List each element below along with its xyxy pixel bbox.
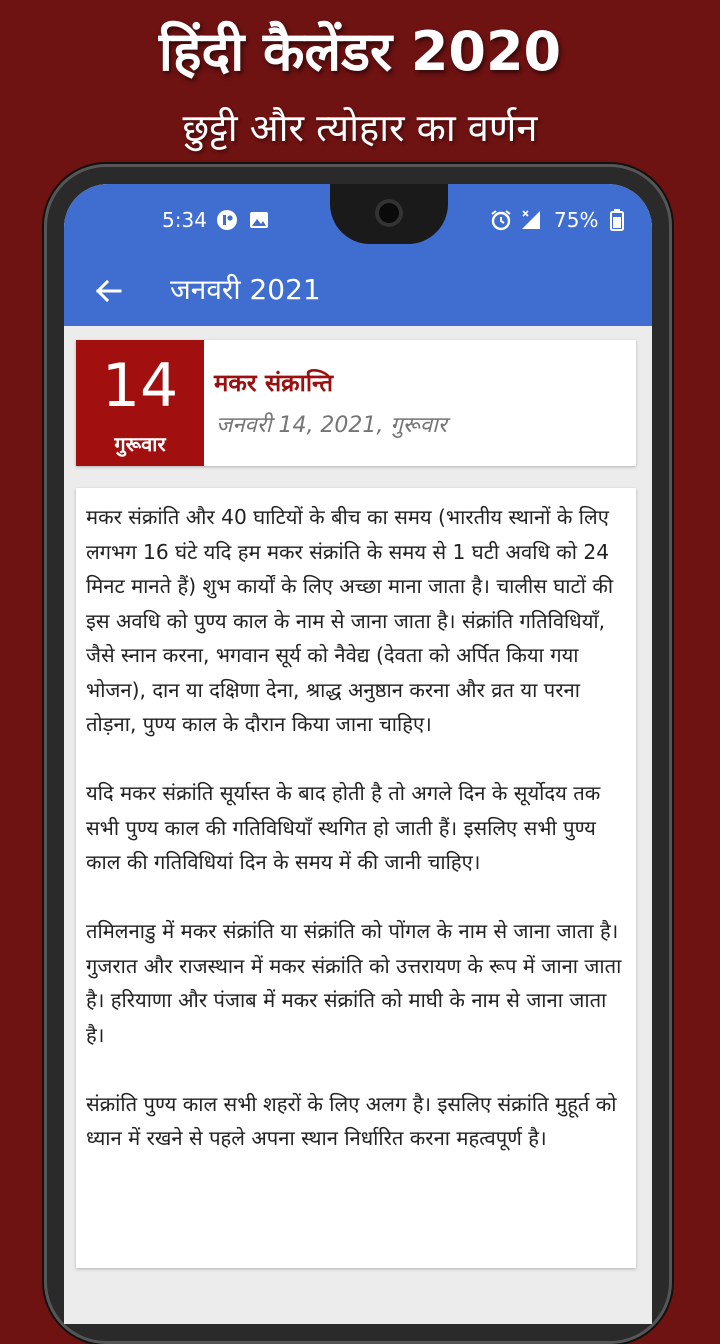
camera-notch: [330, 184, 448, 244]
description-card: [76, 488, 636, 1268]
description-paragraph: यदि मकर संक्रांति सूर्यास्त के बाद होती है तो अगले दिन के सूर्योदय तक सभी पुण्य काल की गतिविधियाँ स्थगित हो जाती हैं। इसलिए सभी पुण्य काल की गतिविधियां दिन के समय में की जानी चाहिए।: [86, 781, 601, 874]
back-arrow-icon[interactable]: [90, 273, 126, 309]
description-paragraph: मकर संक्रांति और 40 घाटियों के बीच का समय (भारतीय स्थानों के लिए लगभग 16 घंटे यदि हम मकर संक्रांति के समय से 1 घटी अवधि को 24 मिनट मानते हैं) शुभ कार्यों के लिए अच्छा माना जाता है। चालीस घाटों की इस अवधि को पुण्य काल के नाम से जाना जाता है। संक्रांति गतिविधियाँ, जैसे स्नान करना, भगवान सूर्य को नैवेद्य (देवता को अर्पित किया गया भोजन), दान या दक्षिणा देना, श्राद्ध अनुष्ठान करना और व्रत या परना तोड़ना, पुण्य काल के दौरान किया जाना चाहिए।: [86, 505, 614, 736]
app-bar: [64, 256, 652, 326]
phone-screen: [64, 184, 652, 1324]
app-bar-title: जनवरी 2021: [170, 273, 321, 306]
notification-app-icon: [216, 209, 238, 231]
battery-percent: 75%: [554, 208, 599, 232]
day-number: 14: [101, 351, 179, 421]
promo-title: हिंदी कैलेंडर 2020: [158, 20, 562, 83]
event-card[interactable]: [76, 340, 636, 466]
event-title: मकर संक्रान्ति: [214, 369, 334, 397]
alarm-icon: [490, 209, 512, 231]
status-time: 5:34: [162, 208, 207, 232]
image-icon: [248, 209, 270, 231]
description-paragraph: संक्रांति पुण्य काल सभी शहरों के लिए अलग है। इसलिए संक्रांति मुहूर्त को ध्यान में रखने से पहले अपना स्थान निर्धारित करना महत्वपूर्ण है।: [86, 1091, 617, 1150]
promo-subtitle: छुट्टी और त्योहार का वर्णन: [182, 106, 538, 150]
date-box: [76, 340, 204, 466]
front-camera-icon: [375, 199, 403, 227]
event-date: जनवरी 14, 2021, गुरूवार: [216, 413, 447, 438]
description-text: [86, 500, 630, 1190]
weekday-label: गुरूवार: [114, 432, 166, 456]
description-paragraph: तमिलनाडु में मकर संक्रांति या संक्रांति को पोंगल के नाम से जाना जाता है। गुजरात और राजस्थान में मकर संक्रांति को उत्तरायण के रूप में जाना जाता है। हरियाणा और पंजाब में मकर संक्रांति को माघी के नाम से जाना जाता है।: [86, 919, 622, 1047]
battery-icon: [610, 209, 624, 231]
signal-icon: [520, 209, 542, 231]
